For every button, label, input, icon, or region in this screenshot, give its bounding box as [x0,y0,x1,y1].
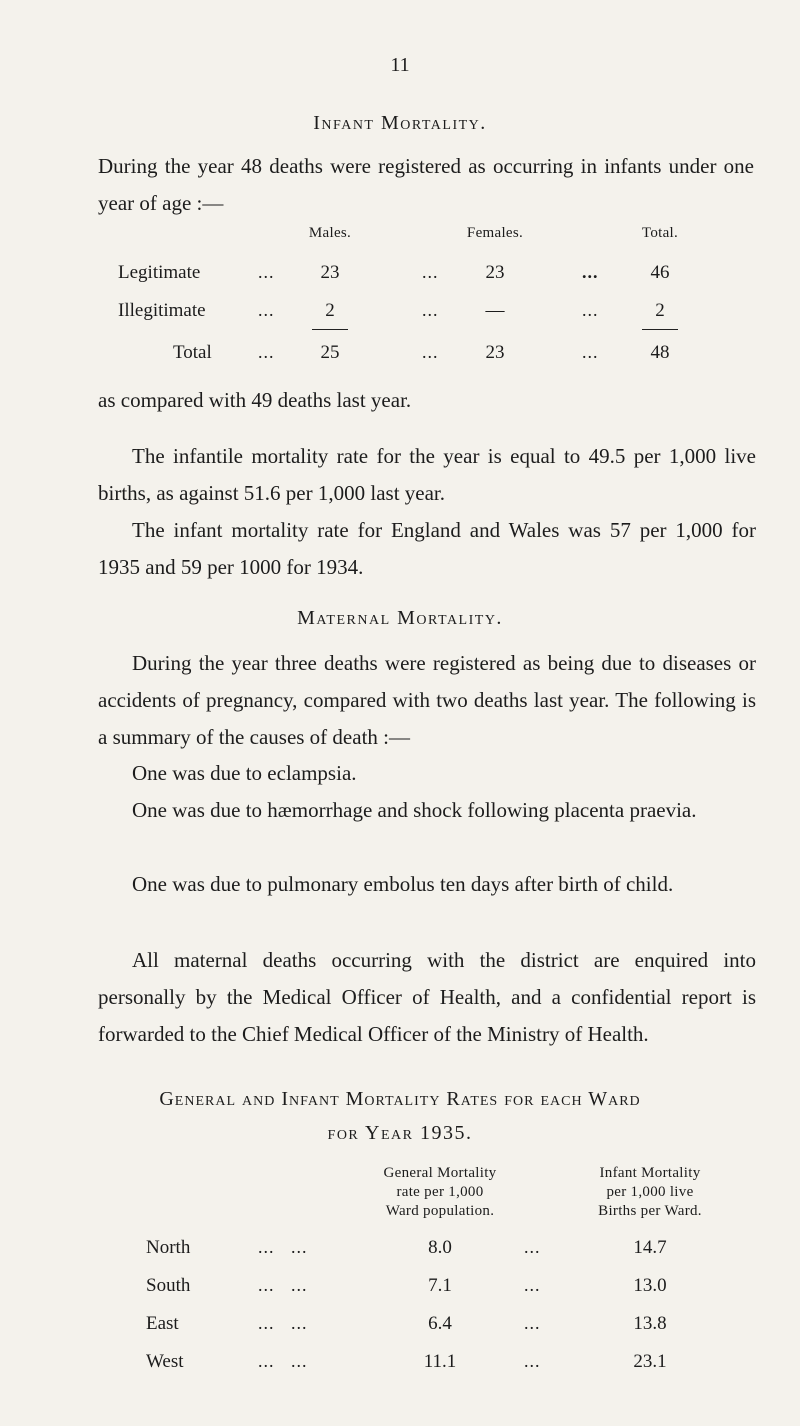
infant-intro-text: During the year 48 deaths were registered as occurring in infants under one year of age :— [98,154,754,215]
cause-item: One was due to eclampsia. [132,761,357,785]
sum-rule-total [642,329,678,330]
leader-dots: ... [524,1275,541,1295]
ward-rates-heading-year: for Year 1935. [327,1122,473,1144]
total-males: 25 [320,342,340,363]
ward-rates-heading: General and Infant Mortality Rates for each Ward [159,1088,641,1110]
header-line: per 1,000 live [606,1184,694,1200]
infant-mortality-heading: Infant Mortality. [313,112,487,134]
header-line: Ward population. [385,1203,495,1219]
leader-dots: ... [582,342,599,362]
leader-dots: ... ... [258,1237,308,1257]
leader-dots: ... [422,342,439,362]
east-general-rate: 6.4 [428,1313,452,1334]
header-line: Infant Mortality [599,1165,701,1181]
north-infant-rate: 14.7 [633,1237,667,1258]
ward-name-west: West [146,1351,184,1372]
infant-mortality-column-header [560,1164,740,1221]
header-line: Births per Ward. [598,1203,702,1219]
legitimate-total: 46 [650,262,670,283]
col-header-total: Total. [641,225,679,241]
illegitimate-males: 2 [325,300,335,321]
total-females: 23 [485,342,505,363]
legitimate-males: 23 [320,262,340,283]
leader-dots: ... ... [258,1275,308,1295]
header-line: rate per 1,000 [396,1184,484,1200]
row-label-legitimate: Legitimate [118,262,201,283]
header-line: General Mortality [383,1165,497,1181]
leader-dots: ... [524,1237,541,1257]
col-header-males: Males. [308,225,352,241]
compared-sentence: as compared with 49 deaths last year. [98,388,412,412]
row-label-illegitimate: Illegitimate [118,300,206,321]
south-general-rate: 7.1 [428,1275,452,1296]
col-header-females: Females. [466,225,524,241]
west-general-rate: 11.1 [423,1351,457,1372]
leader-dots: ... [258,262,275,282]
leader-dots: ... ... [258,1351,308,1371]
infantile-rate-paragraph: The infantile mortality rate for the year is equal to 49.5 per 1,000 live births, as against 51.6 per 1,000 last year. [98,444,756,505]
leader-dots: ... [422,262,439,282]
leader-dots: ... [582,262,599,282]
legitimate-females: 23 [485,262,505,283]
illegitimate-total: 2 [655,300,665,321]
leader-dots: ... [258,300,275,320]
south-infant-rate: 13.0 [633,1275,667,1296]
sum-rule-males [312,329,348,330]
leader-dots: ... [422,300,439,320]
infant-intro-paragraph [98,148,754,222]
total-total: 48 [650,342,670,363]
ward-name-north: North [146,1237,191,1258]
cause-item: One was due to hæmorrhage and shock following placenta praevia. [132,798,697,822]
page-number: 11 [390,54,410,76]
maternal-mortality-heading: Maternal Mortality. [297,607,503,629]
north-general-rate: 8.0 [428,1237,452,1258]
england-wales-paragraph: The infant mortality rate for England and Wales was 57 per 1,000 for 1935 and 59 per 1000 for 1934. [98,518,756,579]
leader-dots: ... [582,300,599,320]
leader-dots: ... ... [258,1313,308,1333]
illegitimate-females: — [485,300,505,321]
maternal-closing-paragraph: All maternal deaths occurring with the district are enquired into personally by the Medical Officer of Health, and a confidential report is forwarded to the Chief Medical Officer of the Ministry of Health. [98,948,756,1046]
ward-name-east: East [146,1313,179,1334]
east-infant-rate: 13.8 [633,1313,667,1334]
general-mortality-column-header [350,1164,530,1221]
ward-name-south: South [146,1275,191,1296]
maternal-intro-paragraph: During the year three deaths were registered as being due to diseases or accidents of pregnancy, compared with two deaths last year. The following is a summary of the causes of death :— [98,651,756,749]
leader-dots: ... [258,342,275,362]
leader-dots: ... [524,1313,541,1333]
west-infant-rate: 23.1 [633,1351,667,1372]
cause-item: One was due to pulmonary embolus ten days after birth of child. [132,872,674,896]
leader-dots: ... [524,1351,541,1371]
row-label-total: Total [173,342,212,363]
